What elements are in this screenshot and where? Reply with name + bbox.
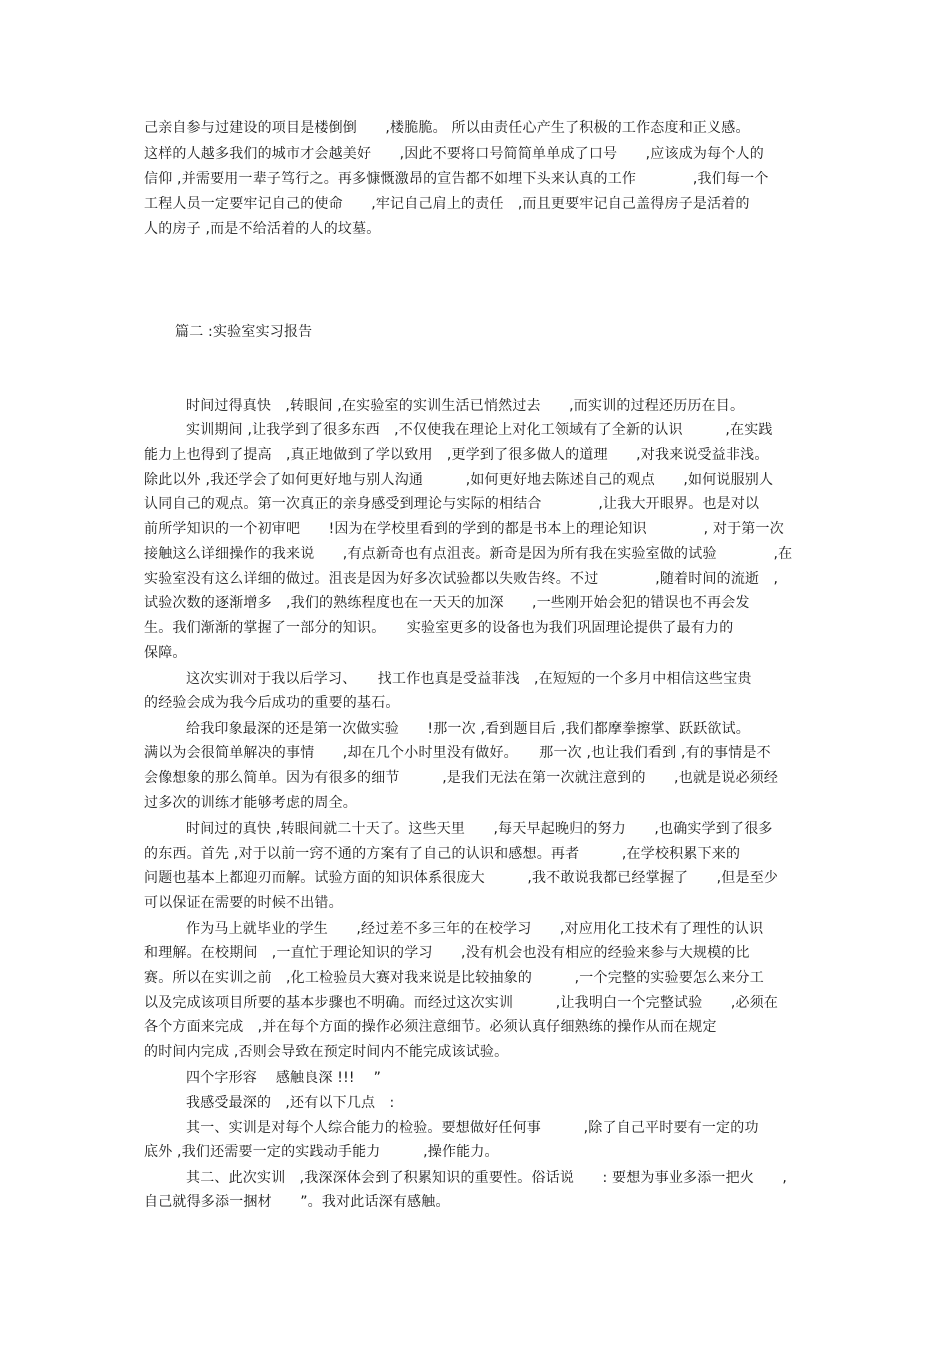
- text-line: 工程人员一定要牢记自己的使命 ,牢记自己肩上的责任 ,而且更要牢记自己盖得房子是活着的: [144, 196, 750, 212]
- text-line: 生。我们渐渐的掌握了一部分的知识。 实验室更多的设备也为我们巩固理论提供了最有力的: [144, 620, 734, 636]
- text-line: 这次实训对于我以后学习、 找工作也真是受益菲浅 ,在短短的一个多月中相信这些宝贵: [186, 671, 752, 687]
- section-heading: 篇二 :实验室实习报告: [175, 324, 313, 340]
- text-line: 接触这么详细操作的我来说 ,有点新奇也有点沮丧。新奇是因为所有我在实验室做的试验 ,在: [144, 546, 793, 562]
- text-line: 实验室没有这么详细的做过。沮丧是因为好多次试验都以失败告终。不过 ,随着时间的流逝 ,: [144, 571, 779, 587]
- text-line: 各个方面来完成 ,并在每个方面的操作必须注意细节。必须认真仔细熟练的操作从而在规定: [144, 1019, 717, 1035]
- text-line: 会像想象的那么简单。因为有很多的细节 ,是我们无法在第一次就注意到的 ,也就是说必须经: [144, 770, 779, 786]
- text-line: 其一、实训是对每个人综合能力的检验。要想做好任何事 ,除了自己平时要有一定的功: [186, 1120, 759, 1136]
- text-line: 时间过得真快 ,转眼间 ,在实验室的实训生活已悄然过去 ,而实训的过程还历历在目。: [186, 398, 745, 414]
- text-line: 我感受最深的 ,还有以下几点 :: [186, 1095, 395, 1111]
- text-line: 自己就得多添一捆材 ”。我对此话深有感触。: [144, 1194, 450, 1210]
- text-line: 问题也基本上都迎刃而解。试验方面的知识体系很庞大 ,我不敢说我都已经掌握了 ,但是至少: [144, 870, 779, 886]
- text-line: 信仰 ,并需要用一辈子笃行之。再多慷慨激昂的宣告都不如埋下头来认真的工作 ,我们每一个: [144, 171, 769, 187]
- text-line: 认同自己的观点。第一次真正的亲身感受到理论与实际的相结合 ,让我大开眼界。也是对以: [144, 496, 760, 512]
- text-line: 四个字形容 感触良深 !!! ”: [186, 1070, 382, 1086]
- text-line: 可以保证在需要的时候不出错。: [144, 895, 343, 911]
- text-line: 时间过的真快 ,转眼间就二十天了。这些天里 ,每天早起晚归的努力 ,也确实学到了很多: [186, 821, 773, 837]
- text-line: 的时间内完成 ,否则会导致在预定时间内不能完成该试验。: [144, 1044, 509, 1060]
- text-line: 作为马上就毕业的学生 ,经过差不多三年的在校学习 ,对应用化工技术有了理性的认识: [186, 921, 764, 937]
- text-line: 其二、此次实训 ,我深深体会到了积累知识的重要性。俗话说 : 要想为事业多添一把火 ,: [186, 1170, 788, 1186]
- text-line: 己亲自参与过建设的项目是楼倒倒 ,楼脆脆。 所以由责任心产生了积极的工作态度和正义感。: [144, 120, 750, 136]
- text-line: 实训期间 ,让我学到了很多东西 ,不仅使我在理论上对化工领域有了全新的认识 ,在实践: [186, 422, 773, 438]
- text-line: 和理解。在校期间 ,一直忙于理论知识的学习 ,没有机会也没有相应的经验来参与大规模的比: [144, 945, 750, 961]
- text-line: 能力上也得到了提高 ,真正地做到了学以致用 ,更学到了很多做人的道理 ,对我来说受益非浅。: [144, 447, 769, 463]
- text-line: 过多次的训练才能够考虑的周全。: [144, 795, 357, 811]
- text-line: 的东西。首先 ,对于以前一窍不通的方案有了自己的认识和感想。再者 ,在学校积累下来的: [144, 846, 741, 862]
- text-line: 人的房子 ,而是不给活着的人的坟墓。: [144, 221, 381, 237]
- text-line: 以及完成该项目所要的基本步骤也不明确。而经过这次实训 ,让我明白一个完整试验 ,必须在: [144, 995, 779, 1011]
- text-line: 保障。: [144, 645, 187, 661]
- text-line: 满以为会很简单解决的事情 ,却在几个小时里没有做好。 那一次 ,也让我们看到 ,有的事情是不: [144, 745, 771, 761]
- text-line: 除此以外 ,我还学会了如何更好地与别人沟通 ,如何更好地去陈述自己的观点 ,如何说服别人: [144, 472, 774, 488]
- text-line: 赛。所以在实训之前 ,化工检验员大赛对我来说是比较抽象的 ,一个完整的实验要怎么来分工: [144, 970, 764, 986]
- text-line: 这样的人越多我们的城市才会越美好 ,因此不要将口号简简单单成了口号 ,应该成为每个人的: [144, 146, 764, 162]
- text-line: 给我印象最深的还是第一次做实验 !那一次 ,看到题目后 ,我们都摩拳擦掌、跃跃欲试。: [186, 721, 751, 737]
- text-line: 前所学知识的一个初审吧 !因为在学校里看到的学到的都是书本上的理论知识 , 对于第一次: [144, 521, 784, 537]
- text-line: 的经验会成为我今后成功的重要的基石。: [144, 695, 400, 711]
- text-line: 试验次数的逐渐增多 ,我们的熟练程度也在一天天的加深 ,一些刚开始会犯的错误也不再会发: [144, 595, 750, 611]
- text-line: 底外 ,我们还需要一定的实践动手能力 ,操作能力。: [144, 1144, 499, 1160]
